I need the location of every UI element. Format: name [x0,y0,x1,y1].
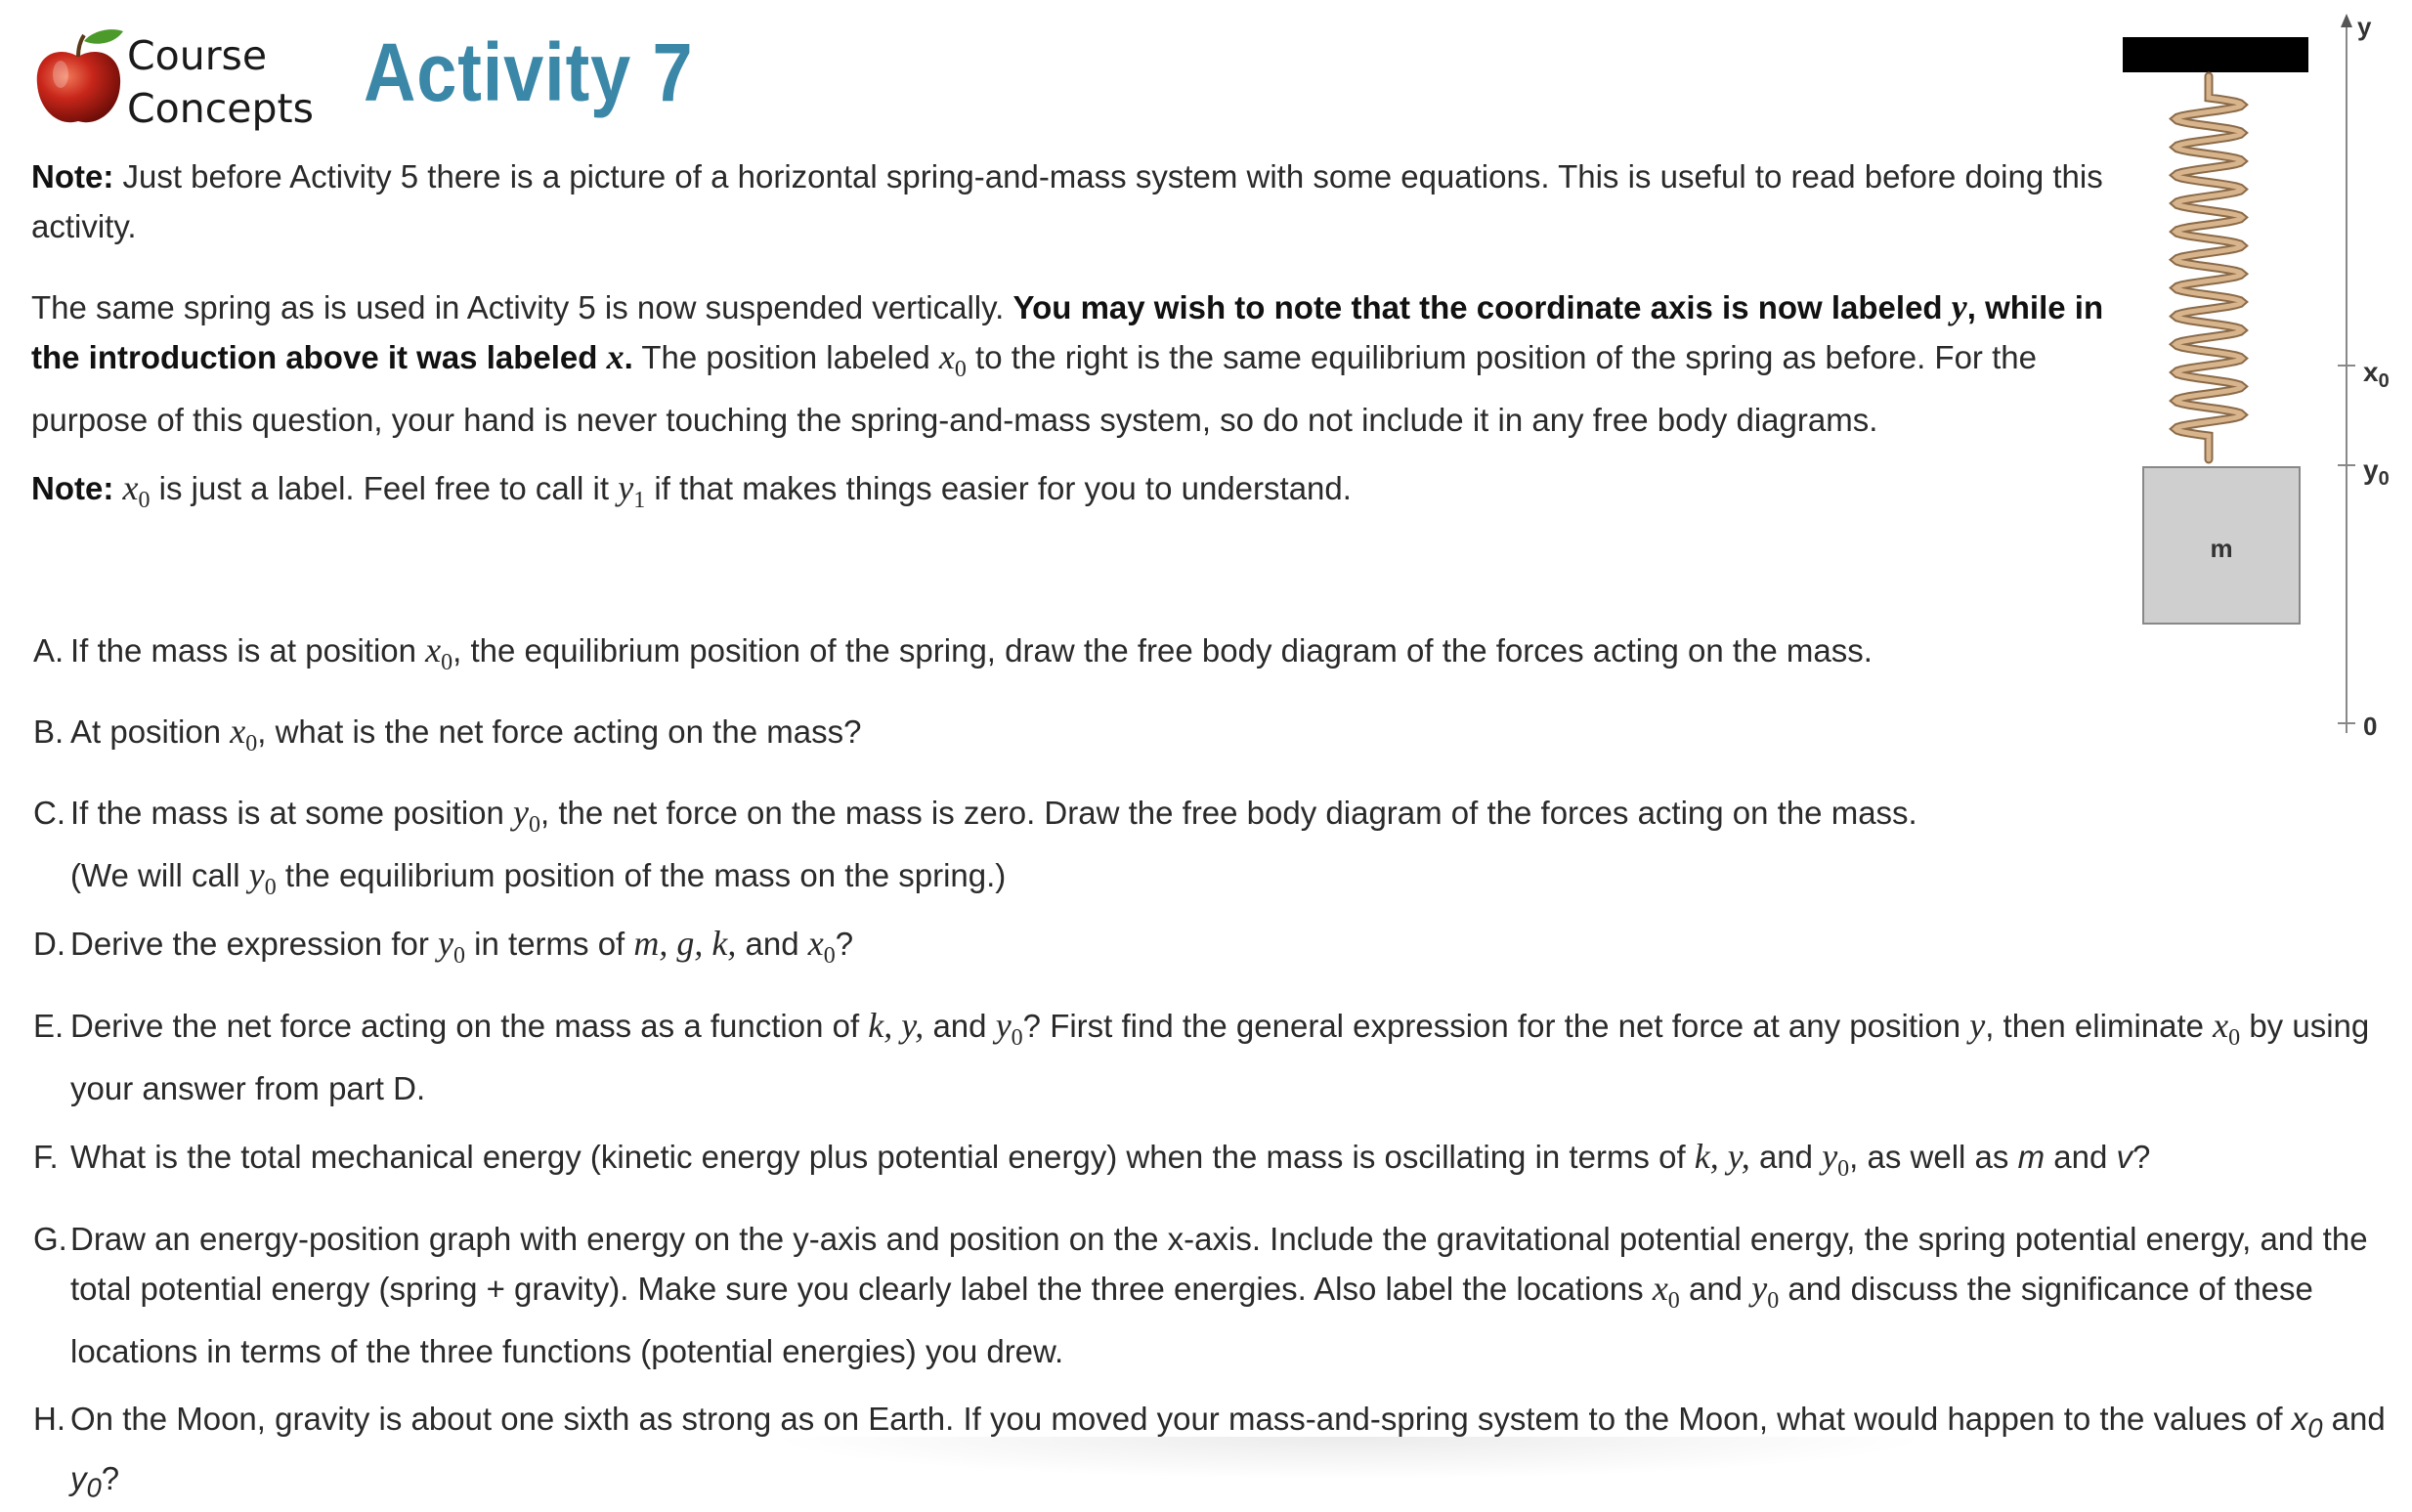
math-y0 [438,924,465,970]
math-sub: 0 [1011,1025,1023,1052]
ceiling-bar [2123,37,2308,72]
text-run: and [2322,1401,2386,1437]
math-var: x [425,630,442,670]
spring-mass-diagram [2111,0,2412,762]
intro-note [31,151,2123,251]
text-run: if that makes things easier for you to understand. [645,470,1352,506]
text-run: and [924,1008,996,1044]
math-var: x [230,712,246,751]
math-m: m [2017,1139,2046,1175]
text-run: in terms of [465,926,634,962]
question-letter: H. [33,1401,65,1437]
math-x0 [230,712,258,757]
math-y0 [248,855,277,901]
math-sub: 0 [453,943,465,970]
text-run: If the mass is at position [70,632,426,669]
question-letter: D. [33,926,65,962]
page-title: Activity 7 [364,26,694,118]
note-label: Note: [31,470,114,506]
axis-label: y [2357,12,2372,41]
math-y1 [618,468,646,514]
mass-label: m [2210,534,2233,563]
tick-sub: 0 [2378,468,2390,490]
text-run: If the mass is at some position [70,795,514,831]
math-y: y [1969,1006,1986,1045]
math-var: y [995,1006,1012,1045]
math-sub: 0 [529,812,541,839]
math-x0 [938,337,967,383]
math-sub: 0 [441,650,453,676]
math-sub: 0 [1667,1288,1680,1315]
text-run: What is the total mechanical energy (kinetic energy plus potential energy) when the mass is oscillating in terms of [70,1139,1695,1175]
math-vars: k, y, [1694,1137,1750,1176]
logo-line-1: Course [127,32,268,79]
question-b [33,707,2398,769]
text-run: Derive the expression for [70,926,439,962]
math-x0 [1652,1269,1680,1315]
math-var: y [618,468,634,507]
math-var: y [1822,1137,1838,1176]
text-run: Derive the net force acting on the mass as a function of [70,1008,869,1044]
math-var: x [2291,1401,2308,1437]
math-sub: 0 [1837,1156,1850,1183]
math-sub: 0 [1767,1288,1780,1315]
question-f [33,1132,2398,1194]
note-label: Note: [31,158,114,194]
text-run: On the Moon, gravity is about one sixth as strong as on Earth. If you moved your mass-and-spring system to the Moon, what would happen to the values of [70,1401,2292,1437]
math-var: x [938,337,955,376]
text-run: and [736,926,808,962]
question-letter: G. [33,1221,67,1257]
tick-sub: 0 [2378,370,2390,392]
setup-paragraph [31,282,2123,445]
question-a [33,626,2398,688]
math-x0 [2291,1401,2323,1444]
text-run: , the equilibrium position of the spring, draw the free body diagram of the forces acting on the mass. [452,632,1873,669]
math-sub: 0 [245,731,258,757]
math-y0 [70,1459,102,1503]
question-c [33,788,2398,913]
text-run: the equilibrium position of the mass on the spring.) [276,857,1007,894]
math-y: y [1951,287,1967,326]
math-sub: 0 [264,875,277,901]
tick-y0-label [2363,454,2390,490]
math-vars: m, g, k, [633,924,737,963]
text-run: is just a label. Feel free to call it [150,470,619,506]
math-var: x [807,924,824,963]
question-letter: C. [33,795,65,831]
logo-text [127,29,314,135]
text-run: and [1679,1271,1752,1307]
math-x: x [606,337,625,376]
spring-coil-icon [2175,76,2242,459]
text-run: ? [101,1459,120,1496]
math-var: x [1652,1269,1668,1308]
question-letter: A. [33,632,65,669]
tick-var: x [2363,357,2379,387]
math-sub: 0 [2307,1412,2323,1444]
text-run: ? First find the general expression for the net force at any position [1022,1008,1970,1044]
text-run: and discuss the significance of these locations in terms of the three functions (potential energies) you drew. [70,1271,2313,1370]
text-run: ? [835,926,854,962]
text-run: , what is the net force acting on the mass? [257,713,862,750]
text-run: At position [70,713,231,750]
math-sub: 0 [2228,1025,2241,1052]
tick-var: y [2363,454,2379,485]
math-var: y [248,855,265,895]
text-run: . [624,339,633,375]
apple-logo-icon [29,27,127,130]
question-letter: F. [33,1139,59,1175]
math-var: y [438,924,453,963]
math-sub: 0 [138,488,151,514]
logo-line-2: Concepts [127,85,314,132]
math-y0 [995,1006,1023,1052]
text-run: (We will call [70,857,249,894]
text-run: The position labeled [632,339,939,375]
math-x0 [807,924,836,970]
text-run: , the net force on the mass is zero. Draw the free body diagram of the forces acting on the mass. [540,795,1917,831]
math-x0 [2213,1006,2241,1052]
text-run: The same spring as is used in Activity 5 is now suspended vertically. [31,289,1013,325]
tick-x0-label [2363,357,2390,392]
math-var: y [513,793,530,832]
text-run: Draw an energy-position graph with energy on the y-axis and position on the x-axis. Include the gravitational potential energy, the spring potential energy, and the total potential energy (spring + gravity). Make sure you clearly label the three energies. Also label the locations [70,1221,2368,1307]
math-v: v [2116,1139,2132,1175]
page-shadow [762,1437,1935,1480]
tick-zero-label: 0 [2363,712,2378,741]
text-run: and [1749,1139,1823,1175]
text-run: and [2045,1139,2117,1175]
math-y0 [513,793,541,839]
math-y0 [1822,1137,1850,1183]
math-var: y [1751,1269,1768,1308]
math-x0 [122,468,151,514]
math-var: x [122,468,139,507]
text-run: , then eliminate [1985,1008,2214,1044]
question-e [33,1001,2398,1113]
math-x0 [425,630,453,676]
math-sub: 0 [86,1472,102,1503]
text-run: by using your answer from part D. [70,1008,2370,1107]
question-letter: E. [33,1008,65,1044]
text-run: , as well as [1849,1139,2018,1175]
math-vars: k, y, [868,1006,925,1045]
text-run: , while in the introduction above it was labeled [31,289,2104,375]
label-note [31,463,2123,526]
math-sub: 0 [954,357,967,383]
axis-arrow-icon [2341,14,2352,27]
text-run: ? [2132,1139,2151,1175]
text-run: to the right is the same equilibrium position of the spring as before. For the purpose of this question, your hand is never touching the spring-and-mass system, so do not include it in any free body diagrams. [31,339,2037,439]
text-run: You may wish to note that the coordinate axis is now labeled [1012,289,1952,325]
note-text: Just before Activity 5 there is a picture of a horizontal spring-and-mass system with some equations. This is useful to read before doing this activity. [31,158,2103,244]
math-sub: 1 [633,488,646,514]
math-y0 [1751,1269,1780,1315]
y-axis [2338,12,2390,741]
question-d [33,919,2398,981]
question-g [33,1214,2398,1376]
math-var: x [2213,1006,2229,1045]
math-var: y [70,1459,87,1496]
math-sub: 0 [823,943,836,970]
question-letter: B. [33,713,65,750]
